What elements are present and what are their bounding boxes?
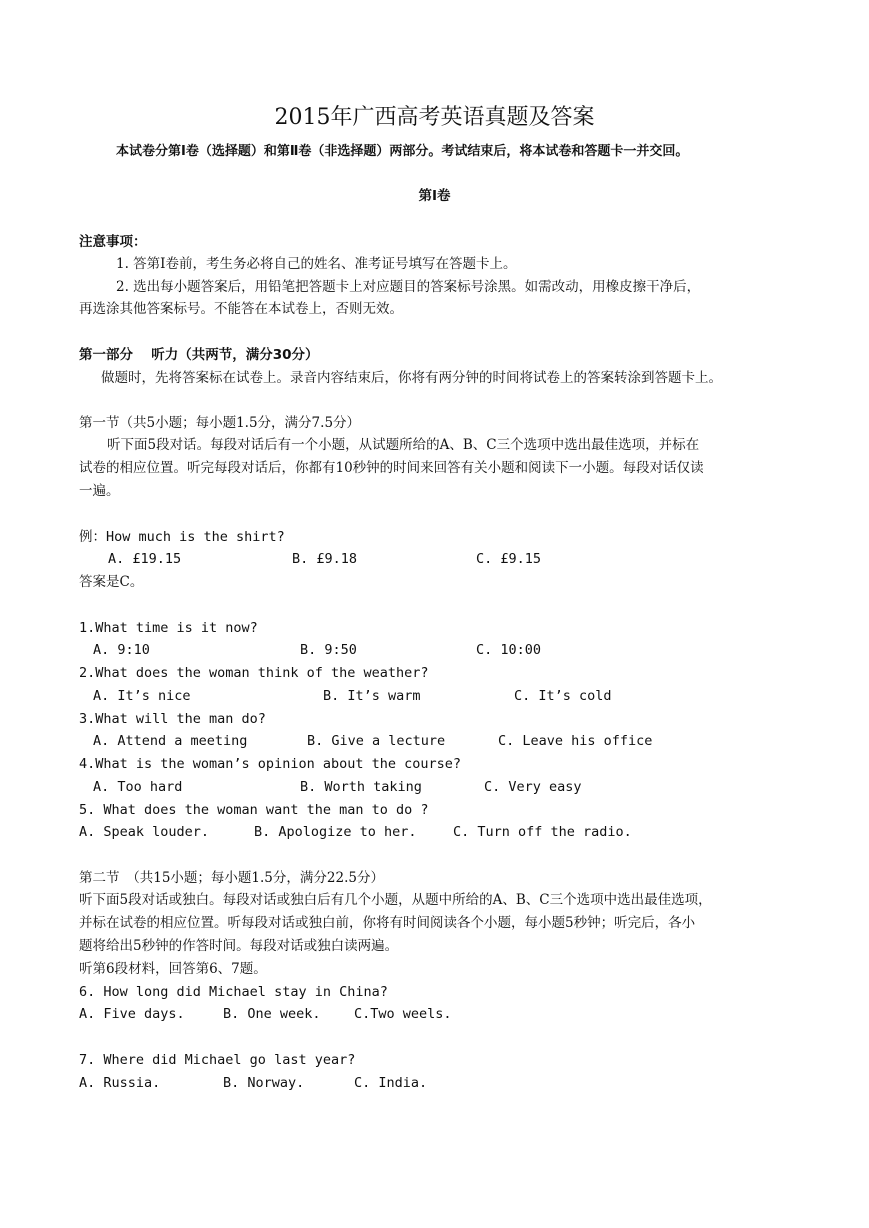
section2-heading: 第二节 （共15小题；每小题1.5分，满分22.5分） — [79, 870, 384, 886]
section2-desc-line-1: 听下面5段对话或独白。每段对话或独白后有几个小题，从题中所给的A、B、C三个选项中选出最佳选项， — [79, 892, 712, 908]
q6-option-a: A. Five days. — [79, 1006, 185, 1022]
q5-option-c: C. Turn off the radio. — [453, 824, 632, 840]
notes-item-1: 1. 答第Ⅰ卷前，考生务必将自己的姓名、准考证号填写在答题卡上。 — [116, 256, 517, 272]
question-3: 3.What will the man do? — [79, 711, 266, 727]
section1-heading: 第一节（共5小题；每小题1.5分，满分7.5分） — [79, 415, 361, 431]
example-question: 例：How much is the shirt? — [79, 529, 285, 545]
section1-desc-line-3: 一遍。 — [79, 483, 120, 499]
question-7: 7. Where did Michael go last year? — [79, 1052, 356, 1068]
question-4: 4.What is the woman’s opinion about the course? — [79, 756, 462, 772]
section2-desc-line-2: 并标在试卷的相应位置。听每段对话或独白前，你将有时间阅读各个小题，每小题5秒钟；听完后，各小 — [79, 915, 696, 931]
q4-option-b: B. Worth taking — [300, 779, 422, 795]
q7-option-b: B. Norway. — [223, 1075, 305, 1091]
intro-text: 本试卷分第Ⅰ卷（选择题）和第Ⅱ卷（非选择题）两部分。考试结束后，将本试卷和答题卡一并交回。 — [116, 144, 689, 159]
q6-option-c: C.Two weels. — [354, 1006, 452, 1022]
q3-option-a: A. Attend a meeting — [93, 733, 248, 749]
q2-option-c: C. It’s cold — [514, 688, 612, 704]
example-option-b: B. £9.18 — [292, 551, 358, 567]
section1-desc-line-1: 听下面5段对话。每段对话后有一个小题，从试题所给的A、B、C三个选项中选出最佳选项，并标在 — [107, 437, 700, 453]
question-5: 5. What does the woman want the man to do ? — [79, 802, 429, 818]
q3-option-c: C. Leave his office — [498, 733, 653, 749]
part1-instruction: 做题时，先将答案标在试卷上。录音内容结束后，你将有两分钟的时间将试卷上的答案转涂到答题卡上。 — [101, 370, 722, 386]
section2-desc-line-3: 题将给出5秒钟的作答时间。每段对话或独白读两遍。 — [79, 938, 399, 954]
q4-option-a: A. Too hard — [93, 779, 183, 795]
notes-item-2-line-2: 再选涂其他答案标号。不能答在本试卷上，否则无效。 — [79, 301, 403, 317]
example-answer: 答案是C。 — [79, 574, 144, 590]
question-1: 1.What time is it now? — [79, 620, 258, 636]
q7-option-a: A. Russia. — [79, 1075, 161, 1091]
q2-option-b: B. It’s warm — [323, 688, 421, 704]
q6-option-b: B. One week. — [223, 1006, 321, 1022]
q1-option-b: B. 9:50 — [300, 642, 357, 658]
q4-option-c: C. Very easy — [484, 779, 582, 795]
q1-option-a: A. 9:10 — [93, 642, 150, 658]
q5-option-a: A. Speak louder. — [79, 824, 210, 840]
question-6: 6. How long did Michael stay in China? — [79, 984, 388, 1000]
section1-desc-line-2: 试卷的相应位置。听完每段对话后，你都有10秒钟的时间来回答有关小题和阅读下一小题。每段对话仅读 — [79, 460, 704, 476]
question-2: 2.What does the woman think of the weather? — [79, 665, 429, 681]
q3-option-b: B. Give a lecture — [307, 733, 446, 749]
q2-option-a: A. It’s nice — [93, 688, 191, 704]
notes-heading: 注意事项： — [79, 234, 147, 250]
example-option-a: A. £19.15 — [108, 551, 182, 567]
q7-option-c: C. India. — [354, 1075, 428, 1091]
notes-item-2-line-1: 2. 选出每小题答案后，用铅笔把答题卡上对应题目的答案标号涂黑。如需改动，用橡皮擦干净后， — [116, 279, 701, 295]
section2-material: 听第6段材料，回答第6、7题。 — [79, 961, 267, 977]
page-title: 2015年广西高考英语真题及答案 — [274, 105, 595, 130]
example-option-c: C. £9.15 — [476, 551, 542, 567]
part1-heading: 第一部分 听力（共两节，满分30分） — [79, 347, 319, 363]
q5-option-b: B. Apologize to her. — [254, 824, 417, 840]
volume-heading: 第Ⅰ卷 — [418, 188, 451, 204]
q1-option-c: C. 10:00 — [476, 642, 542, 658]
